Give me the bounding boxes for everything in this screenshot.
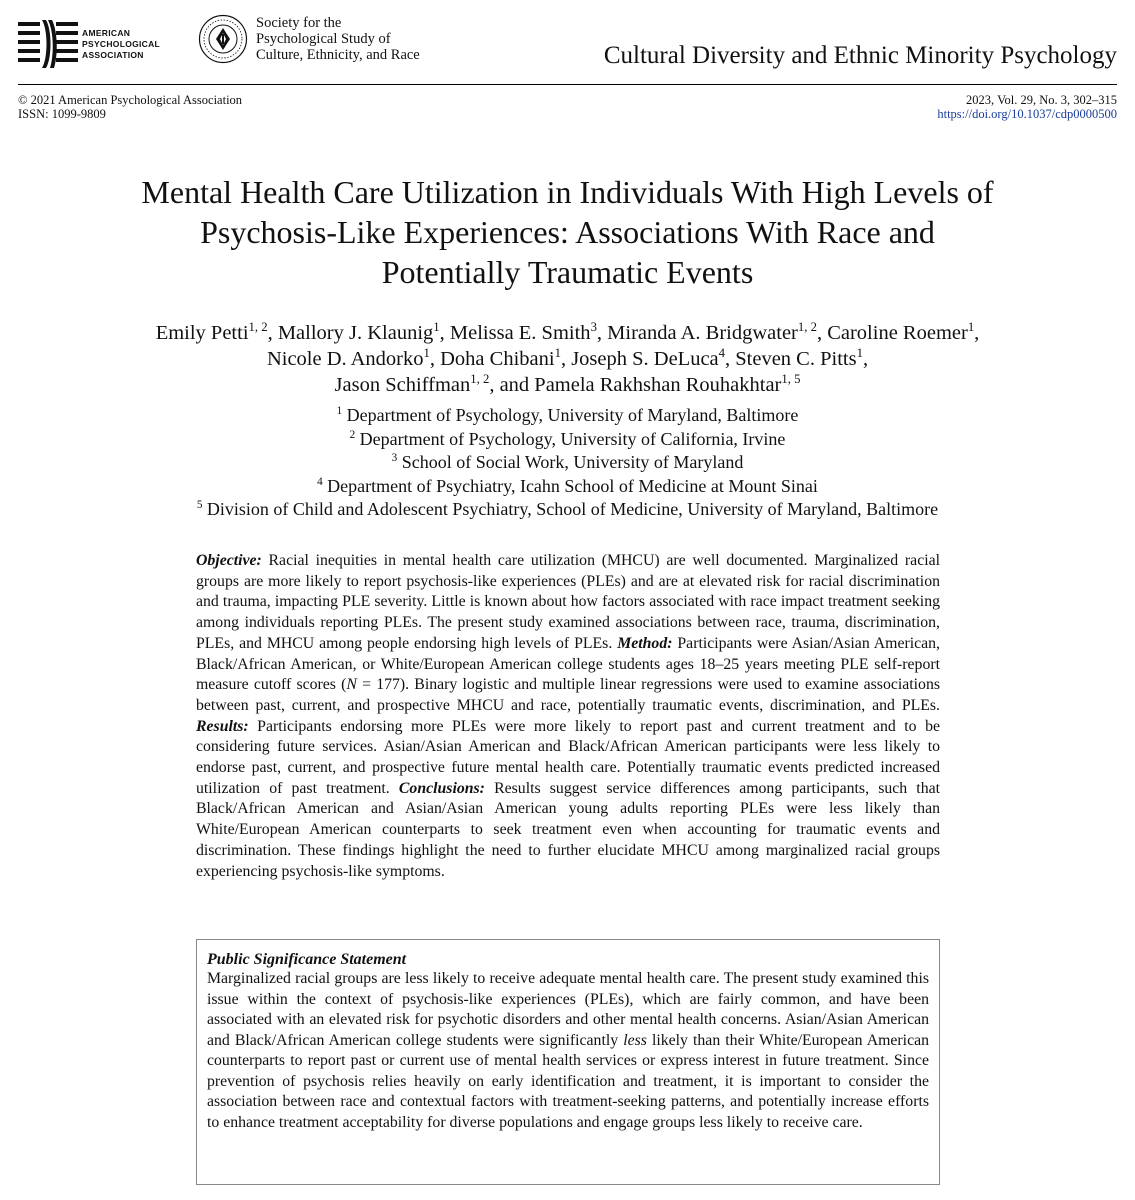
abstract-results-text: Participants endorsing more PLEs were more likely to report past and current treatment and to be considering future services. Asian/Asian American and Black/African American participants were less likely to endorse past, current, and prospective future mental health care. Potentially traumatic events predicted increased utilization of past treatment. bbox=[196, 717, 940, 797]
apa-logo-icon bbox=[18, 18, 78, 70]
copyright-text: © 2021 American Psychological Association bbox=[18, 93, 243, 107]
author-name: Jason Schiffman bbox=[334, 374, 471, 396]
author-affiliation: 3 bbox=[590, 320, 597, 335]
author-list bbox=[20, 320, 1115, 398]
affiliation-list bbox=[20, 404, 1115, 522]
author-affiliation: 1, 2 bbox=[470, 372, 490, 387]
public-significance-heading: Public Significance Statement bbox=[207, 951, 407, 968]
author-affiliation: 1 bbox=[856, 346, 863, 361]
author-name: Emily Petti bbox=[155, 322, 249, 344]
doi-link[interactable]: https://doi.org/10.1037/cdp0000500 bbox=[937, 106, 1117, 121]
author-affiliation: 4 bbox=[718, 346, 726, 361]
abstract bbox=[196, 551, 940, 882]
author-affiliation: 1 bbox=[554, 346, 561, 361]
author-affiliation: 1, 2 bbox=[797, 320, 817, 335]
society-seal-icon bbox=[198, 14, 248, 64]
abstract-method-label: Method: bbox=[617, 634, 673, 652]
affiliation-item: $^2$ Department of Psychology, University of California, Irvine bbox=[349, 428, 786, 449]
abstract-results-label: Results: bbox=[196, 717, 249, 735]
affiliation-item: $^1$ Department of Psychology, University of Maryland, Baltimore bbox=[336, 405, 799, 425]
author-name: Doha Chibani bbox=[440, 348, 555, 370]
issn-text: ISSN: 1099-9809 bbox=[18, 106, 106, 121]
abstract-conclusions-text: Results suggest service differences among participants, such that Black/African American and Asian/Asian American young adults reporting PLEs were less likely than White/European American counterparts to seek treatment even when accounting for traumatic events and discrimination. These findings highlight the need to further elucidate MHCU among marginalized racial groups experiencing psychosis-like symptoms. bbox=[196, 779, 940, 880]
abstract-objective-label: Objective: bbox=[196, 552, 262, 569]
journal-name: Cultural Diversity and Ethnic Minority Psychology bbox=[603, 42, 1117, 69]
author-affiliation: 1, 2 bbox=[248, 320, 268, 335]
author-affiliation: 1, 5 bbox=[781, 372, 801, 387]
author-name: Joseph S. DeLuca bbox=[571, 348, 719, 370]
citation-block bbox=[937, 94, 1117, 121]
author-affiliation: 1 bbox=[967, 320, 975, 335]
public-significance-box bbox=[196, 939, 940, 1185]
author-affiliation: 1 bbox=[423, 346, 430, 361]
copyright-block bbox=[18, 94, 242, 121]
author-line: Jason Schiffman$^{1, 2}$, and Pamela Rakhshan Rouhakhtar$^{1, 5}$ bbox=[334, 372, 801, 396]
article-title: Mental Health Care Utilization in Individuals With High Levels of Psychosis-Like Experiences: Associations With Race and Potentially Traumatic Events bbox=[141, 174, 994, 290]
abstract-objective-text: Racial inequities in mental health care utilization (MHCU) are well documented. Marginalized racial groups are more likely to report psychosis-like experiences (PLEs) and are at elevated risk for racial discrimination and trauma, impacting PLE severity. Little is known about how factors associated with race impact treatment seeking among individuals reporting PLEs. The present study examined associations between race, trauma, discrimination, PLEs, and MHCU among people endorsing high levels of PLEs. bbox=[196, 552, 940, 652]
author-affiliation: 1 bbox=[433, 320, 440, 335]
abstract-conclusions-label: Conclusions: bbox=[398, 779, 485, 797]
volume-text: 2023, Vol. 29, No. 3, 302–315 bbox=[966, 93, 1117, 107]
author-line: Emily Petti$^{1, 2}$, Mallory J. Klaunig$^1$, Melissa E. Smith$^3$, Miranda A. Bridgwater$^{1, 2}$, Caroline Roemer$^1$, bbox=[155, 320, 980, 344]
author-name: Steven C. Pitts bbox=[735, 348, 857, 370]
header-rule bbox=[18, 84, 1117, 85]
apa-logo-text: AMERICAN PSYCHOLOGICAL ASSOCIATION bbox=[82, 27, 161, 60]
author-name: Pamela Rakhshan Rouhakhtar bbox=[534, 374, 782, 396]
author-name: Mallory J. Klaunig bbox=[277, 322, 434, 344]
abstract-method-text: = 177). Binary logistic and multiple linear regressions were used to examine associations between past, current, and prospective MHCU and race, potentially traumatic events, discrimination, and PLEs. bbox=[196, 676, 940, 714]
author-name: Miranda A. Bridgwater bbox=[607, 322, 798, 344]
author-line: Nicole D. Andorko$^1$, Doha Chibani$^1$, Joseph S. DeLuca$^4$, Steven C. Pitts$^1$, bbox=[266, 346, 869, 370]
author-name: Nicole D. Andorko bbox=[266, 348, 424, 370]
affiliation-item: $^4$ Department of Psychiatry, Icahn School of Medicine at Mount Sinai bbox=[317, 475, 818, 496]
apa-logo bbox=[18, 18, 160, 70]
author-name: Caroline Roemer bbox=[827, 322, 968, 344]
society-logo bbox=[198, 14, 420, 64]
abstract-method-text: Participants were Asian/Asian American, Black/African American, or White/European American college students ages 18–25 years meeting PLE self-report measure cutoff scores ( bbox=[196, 634, 940, 694]
public-significance-text: Marginalized racial groups are less likely to receive adequate mental health care. The present study examined this issue within the context of psychosis-like experiences (PLEs), which are fairly common, and have been associated with an elevated risk for psychotic disorders and other mental health concerns. Asian/Asian American and Black/African American college students were significantly less likely than their White/European American counterparts to report past or current use of mental health services or express interest in future treatment. Since prevention of psychosis relies heavily on early identification and treatment, it is important to consider the association between race and contextual factors with treatment-seeking patterns, and potentially increase efforts to enhance treatment acceptability for diverse populations and engage groups less likely to receive care. bbox=[207, 970, 929, 1131]
author-name: Melissa E. Smith bbox=[449, 322, 591, 344]
society-name: Society for the Psychological Study of Culture, Ethnicity, and Race bbox=[256, 15, 420, 63]
affiliation-item: $^5$ Division of Child and Adolescent Psychiatry, School of Medicine, University of Maryland, Baltimore bbox=[196, 499, 939, 519]
sample-size-symbol: N bbox=[346, 676, 357, 694]
journal-header bbox=[18, 14, 1117, 82]
affiliation-item: $^3$ School of Social Work, University of Maryland bbox=[391, 452, 744, 472]
